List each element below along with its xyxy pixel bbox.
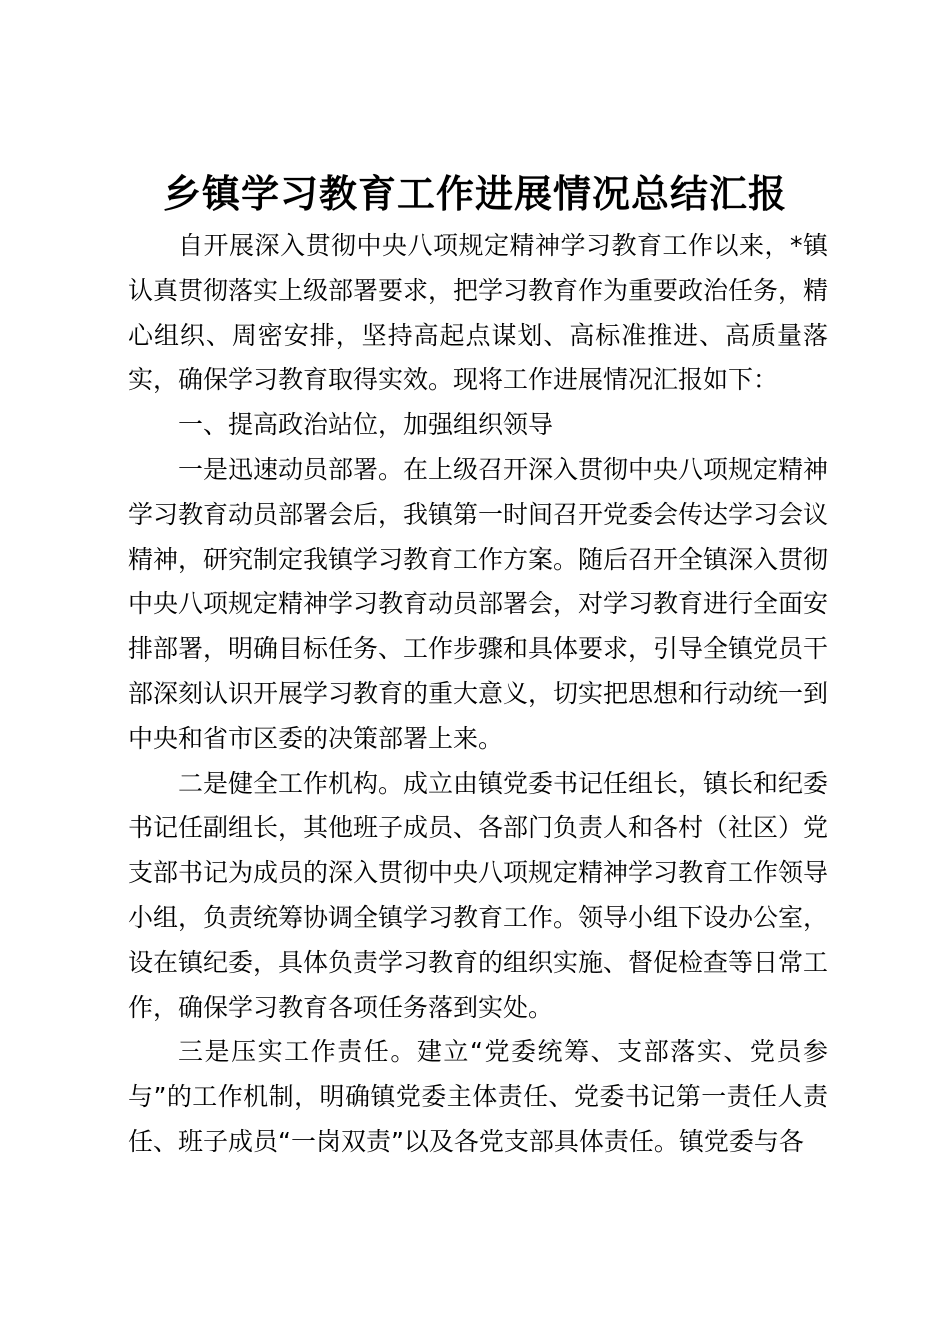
paragraph-responsibility: 三是压实工作责任。建立“党委统筹、支部落实、党员参与”的工作机制，明确镇党委主体责任、党委书记第一责任人责任、班子成员“一岗双责”以及各党支部具体责任。镇党委与各 — [128, 1037, 828, 1156]
section-heading-1: 一、提高政治站位，加强组织领导 — [178, 410, 554, 440]
paragraph-mobilization: 一是迅速动员部署。在上级召开深入贯彻中央八项规定精神学习教育动员部署会后，我镇第一时间召开党委会传达学习会议精神，研究制定我镇学习教育工作方案。随后召开全镇深入贯彻中央八项规定精神学习教育动员部署会，对学习教育进行全面安排部署，明确目标任务、工作步骤和具体要求，引导全镇党员干部深刻认识开展学习教育的重大意义，切实把思想和行动统一到中央和省市区委的决策部署上来。 — [128, 454, 829, 753]
document-body — [128, 224, 828, 1165]
intro-paragraph: 自开展深入贯彻中央八项规定精神学习教育工作以来，*镇认真贯彻落实上级部署要求，把学习教育作为重要政治任务，精心组织、周密安排，坚持高起点谋划、高标准推进、高质量落实，确保学习教育取得实效。现将工作进展情况汇报如下： — [128, 231, 829, 395]
paragraph-organization: 二是健全工作机构。成立由镇党委书记任组长，镇长和纪委书记任副组长，其他班子成员、各部门负责人和各村（社区）党支部书记为成员的深入贯彻中央八项规定精神学习教育工作领导小组，负责统筹协调全镇学习教育工作。领导小组下设办公室，设在镇纪委，具体负责学习教育的组织实施、督促检查等日常工作，确保学习教育各项任务落到实处。 — [128, 768, 829, 1022]
document-title: 乡镇学习教育工作进展情况总结汇报 — [162, 171, 787, 216]
